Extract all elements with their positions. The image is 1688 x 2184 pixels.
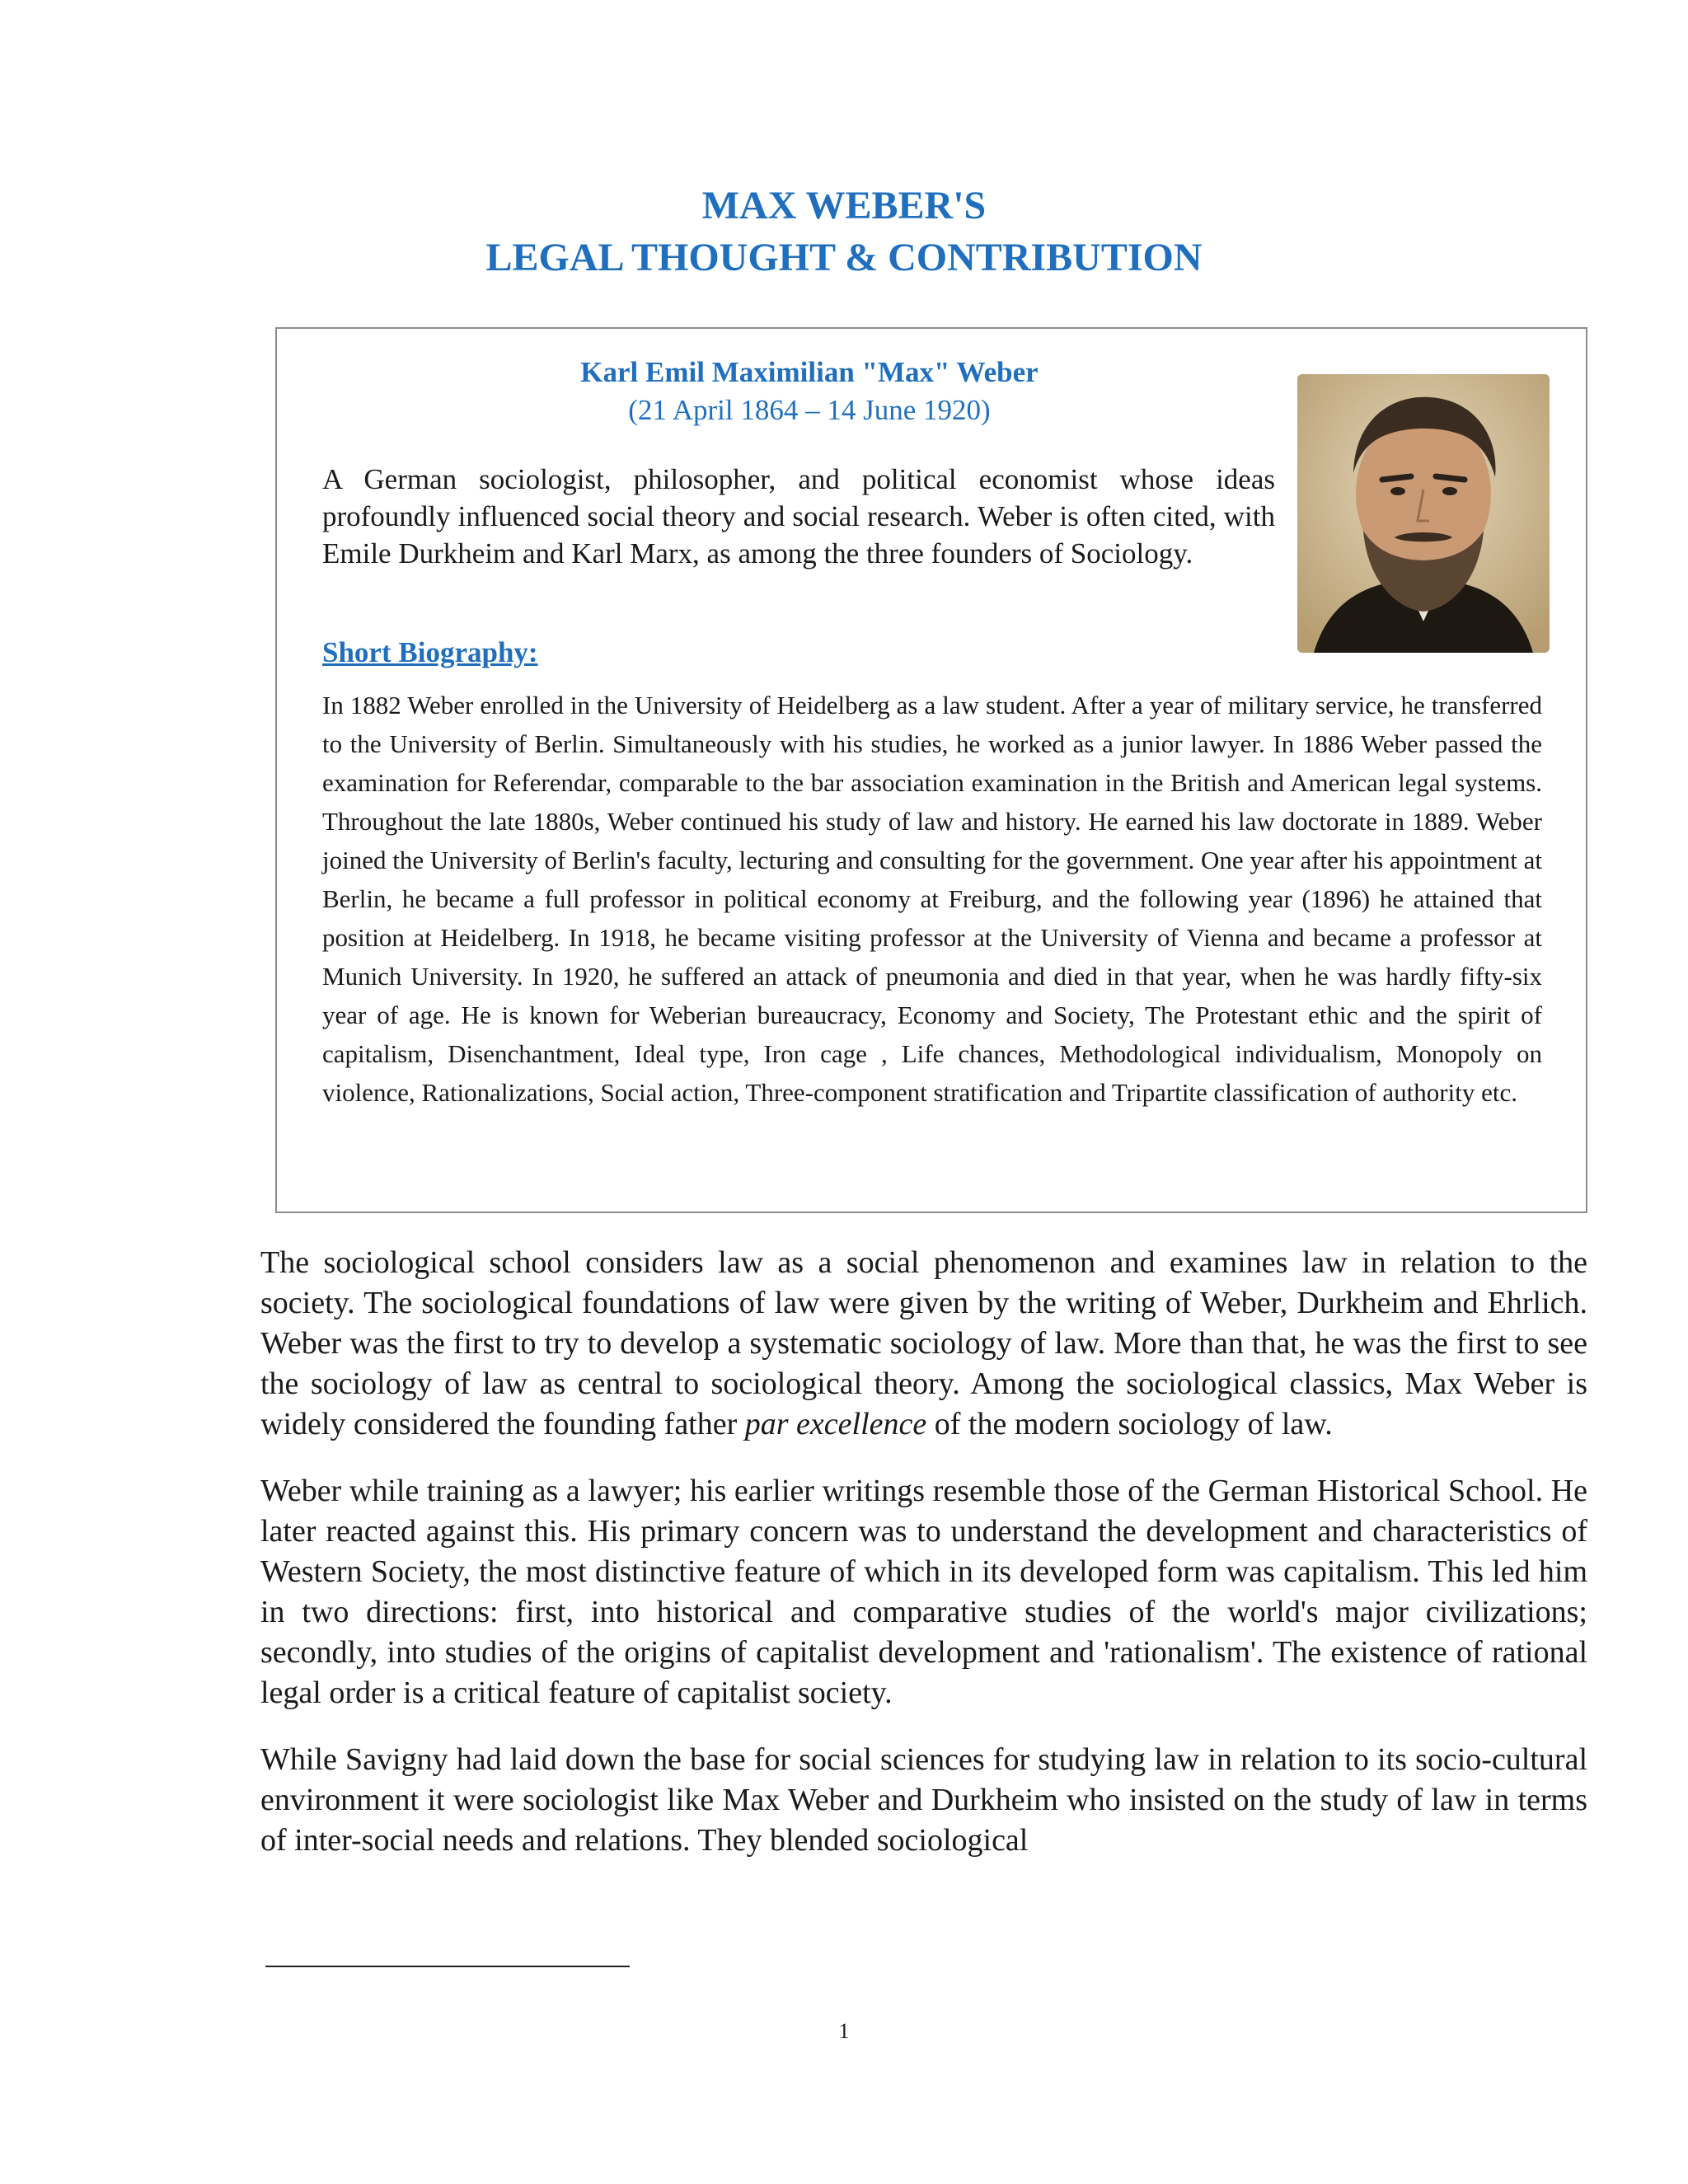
portrait-image bbox=[1297, 374, 1550, 653]
paragraph-1-part-b: of the modern sociology of law. bbox=[926, 1407, 1333, 1441]
short-biography-heading: Short Biography: bbox=[322, 636, 538, 668]
paragraph-1-italic: par excellence bbox=[744, 1407, 927, 1441]
intro-paragraph: A German sociologist, philosopher, and political economist whose ideas profoundly influenced social theory and social research. Weber is often cited, with Emile Durkheim and Karl Marx, as among the three founders of Sociology. bbox=[322, 463, 1275, 569]
paragraph-2: Weber while training as a lawyer; his earlier writings resemble those of the German Historical School. He later reacted against this. His primary concern was to understand the development and characteristics of Western Society, the most distinctive feature of which in its developed form was capitalism. This led him in two directions: first, into historical and comparative studies of the world's major civilizations; secondly, into studies of the origins of capitalist development and 'rationalism'. The existence of rational legal order is a critical feature of capitalist society. bbox=[260, 1474, 1587, 1710]
main-body bbox=[260, 1243, 1587, 1887]
short-biography-text: In 1882 Weber enrolled in the University of Heidelberg as a law student. After a year of military service, he transferred to the University of Berlin. Simultaneously with his studies, he worked as a junior lawyer. In 1886 Weber passed the examination for Referendar, comparable to the bar association examination in the British and American legal systems. Throughout the late 1880s, Weber continued his study of law and history. He earned his law doctorate in 1889. Weber joined the University of Berlin's faculty, lecturing and consulting for the government. One year after his appointment at Berlin, he became a full professor in political economy at Freiburg, and the following year (1896) he attained that position at Heidelberg. In 1918, he became visiting professor at the University of Vienna and became a professor at Munich University. In 1920, he suffered an attack of pneumonia and died in that year, when he was hardly fifty-six year of age. He is known for Weberian bureaucracy, Economy and Society, The Protestant ethic and the spirit of capitalism, Disenchantment, Ideal type, Iron cage , Life chances, Methodological individualism, Monopoly on violence, Rationalizations, Social action, Three-component stratification and Tripartite classification of authority etc. bbox=[322, 691, 1542, 1107]
footnote-separator bbox=[265, 1966, 630, 1967]
paragraph-1 bbox=[260, 1243, 1587, 1445]
full-name: Karl Emil Maximilian "Max" Weber bbox=[580, 356, 1039, 388]
title-line-2: LEGAL THOUGHT & CONTRIBUTION bbox=[485, 236, 1203, 279]
page-number: 1 bbox=[838, 2019, 850, 2043]
biography-box bbox=[275, 327, 1587, 1213]
document-title bbox=[0, 180, 1688, 284]
life-dates: (21 April 1864 – 14 June 1920) bbox=[628, 394, 991, 426]
paragraph-3: While Savigny had laid down the base for social sciences for studying law in relation to its socio-cultural environment it were sociologist like Max Weber and Durkheim who insisted on the study of law in terms of inter-social needs and relations. They blended sociological bbox=[260, 1742, 1587, 1858]
bio-header bbox=[277, 354, 1342, 429]
title-line-1: MAX WEBER'S bbox=[701, 184, 987, 227]
portrait-illustration bbox=[1297, 374, 1550, 653]
paragraph-1-part-a: The sociological school considers law as a social phenomenon and examines law in relation to the society. The sociological foundations of law were given by the writing of Weber, Durkheim and Ehrlich. Weber was the first to try to develop a systematic sociology of law. More than that, he was the first to see the sociology of law as central to sociological theory. Among the sociological classics, Max Weber is widely considered the founding father bbox=[260, 1245, 1587, 1441]
